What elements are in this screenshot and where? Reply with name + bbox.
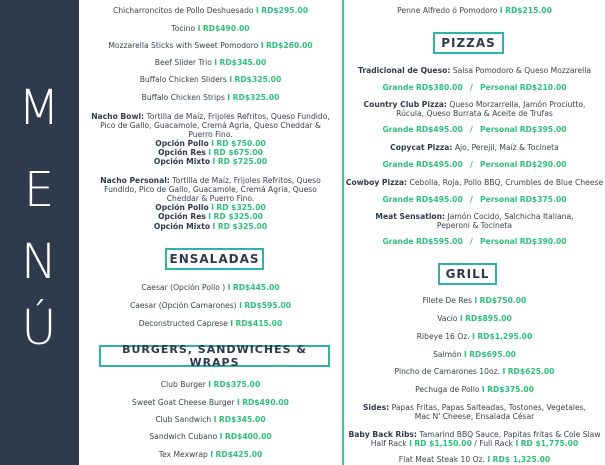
pizza-prices: Grande RD$595.00 / Personal RD$390.00 bbox=[382, 237, 567, 246]
nacho-personal-desc: Nacho Personal: Tortilla de Maíz, Frijoles Refritos, Queso bbox=[100, 176, 321, 185]
menu-item: Pechuga de Pollo I RD$375.00 bbox=[415, 385, 534, 394]
menu-item: Flat Meat Steak 10 Oz. I RD$ 1,325.00 bbox=[398, 455, 551, 464]
menu-item: Chicharroncitos de Pollo Deshuesado I RD$295.00 bbox=[113, 6, 308, 15]
menu-item: Club Burger I RD$375.00 bbox=[160, 380, 261, 389]
menu-item: Mozzarella Sticks with Sweet Pomodoro I RD$260.00 bbox=[108, 41, 313, 50]
sidebar-letter-e: E bbox=[23, 162, 56, 218]
menu-item: Pincho de Camarones 10oz. I RD$625.00 bbox=[394, 367, 555, 376]
pizza-desc: Rúcula, Queso Burrata & Aceite de Trufas bbox=[396, 109, 553, 118]
nacho-option: Opción Res I RD $325.00 bbox=[158, 212, 263, 221]
nacho-option: Opción Pollo I RD $325.00 bbox=[155, 203, 266, 212]
menu-item: Buffalo Chicken Sliders I RD$325.00 bbox=[139, 75, 282, 84]
menu-item: Sweet Goat Cheese Burger I RD$490.00 bbox=[132, 398, 289, 407]
pizza-desc: Copycat Pizza: Ajo, Perejil, Maíz & Tocineta bbox=[390, 143, 559, 152]
nacho-bowl-desc: Pico de Gallo, Guacamole, Cremá Agria, Queso Cheddar & bbox=[100, 121, 321, 130]
pizza-desc: Country Club Pizza: Queso Morzarrella, Jamón Prociutto, bbox=[363, 100, 586, 109]
menu-item: Filete De Res I RD$750.00 bbox=[422, 296, 527, 305]
sidebar-letter-n: N bbox=[21, 234, 58, 290]
menu-item: Tocino I RD$490.00 bbox=[171, 24, 250, 33]
menu-item: Sandwich Cubano I RD$400.00 bbox=[149, 432, 272, 441]
baby-back-prices: Half Rack I RD $1,150.00 / Full Rack I RD $1,775.00 bbox=[370, 439, 579, 448]
nacho-option: Opción Pollo I RD $750.00 bbox=[155, 139, 266, 148]
nacho-personal-desc: Cheddar & Puerro Fino. bbox=[166, 194, 255, 203]
pizza-desc: Meat Sensation: Jamón Cocido, Salchicha Italiana, bbox=[375, 212, 574, 221]
baby-back-desc: Baby Back Ribs: Tamarind BBQ Sauce, Papitas fritas & Cole Slaw bbox=[348, 430, 601, 439]
nacho-option: Opción Res I RD $675.00 bbox=[158, 148, 263, 157]
menu-item: Tex Mexwrap I RD$425.00 bbox=[158, 450, 263, 459]
menu-item: Penne Alfredo ó Pomodoro I RD$215.00 bbox=[397, 6, 552, 15]
menu-sidebar bbox=[0, 0, 79, 465]
nacho-personal-desc: Fundido, Pico de Gallo, Guacamole, Cremá Agria, Queso bbox=[104, 185, 317, 194]
menu-item: Salmón I RD$695.00 bbox=[433, 350, 516, 359]
nacho-option: Opción Mixto I RD $725.00 bbox=[153, 157, 268, 166]
pizza-prices: Grande RD$380.00 / Personal RD$210.00 bbox=[382, 83, 567, 92]
menu-item: Ribeye 16 Oz. I RD$1,295.00 bbox=[416, 332, 533, 341]
sides-desc: Sides: Papas Fritas, Papas Salteadas, Tostones, Vegetales, bbox=[362, 403, 587, 412]
menu-item: Caesar (Opción Camarones) I RD$595.00 bbox=[129, 301, 292, 310]
pizzas-heading: PIZZAS bbox=[433, 32, 504, 54]
menu-item: Caesar (Opción Pollo ) I RD$445.00 bbox=[141, 283, 280, 292]
nacho-option: Opción Mixto I RD $325.00 bbox=[153, 222, 268, 231]
right-column bbox=[344, 0, 605, 465]
pizza-prices: Grande RD$495.00 / Personal RD$395.00 bbox=[382, 125, 567, 134]
nacho-bowl-desc: Nacho Bowl: Tortilla de Maíz, Frijoles Refritos, Queso Fundido, bbox=[91, 112, 330, 121]
menu-item: Vacío I RD$895.00 bbox=[437, 314, 512, 323]
pizza-desc: Tradicional de Queso: Salsa Pomodoro & Queso Mozzarella bbox=[357, 66, 592, 75]
menu-item: Buffalo Chicken Strips I RD$325.00 bbox=[141, 93, 280, 102]
burgers-heading: BURGERS, SANDWICHES & WRAPS bbox=[99, 345, 330, 367]
menu-item: Deconstructed Caprese I RD$415.00 bbox=[138, 319, 283, 328]
pizza-prices: Grande RD$495.00 / Personal RD$375.00 bbox=[382, 195, 567, 204]
sidebar-letter-m: M bbox=[18, 80, 61, 136]
nacho-bowl-desc: Puerro Fino. bbox=[188, 130, 233, 139]
menu-item: Beef Slider Trio I RD$345.00 bbox=[154, 58, 267, 67]
pizza-desc: Cowboy Pizza: Cebolla, Roja, Pollo BBQ, Crumbles de Blue Cheese bbox=[345, 178, 604, 187]
pizza-prices: Grande RD$495.00 / Personal RD$290.00 bbox=[382, 160, 567, 169]
sides-desc: Mac N' Cheese, Ensalada César bbox=[414, 412, 535, 421]
sidebar-letter-u: Ú bbox=[21, 300, 58, 356]
ensaladas-heading: ENSALADAS bbox=[165, 248, 264, 270]
grill-heading: GRILL bbox=[438, 263, 497, 285]
menu-item: Club Sandwich I RD$345.00 bbox=[155, 415, 266, 424]
left-column bbox=[79, 0, 342, 465]
pizza-desc: Peperoni & Tocineta bbox=[436, 221, 513, 230]
